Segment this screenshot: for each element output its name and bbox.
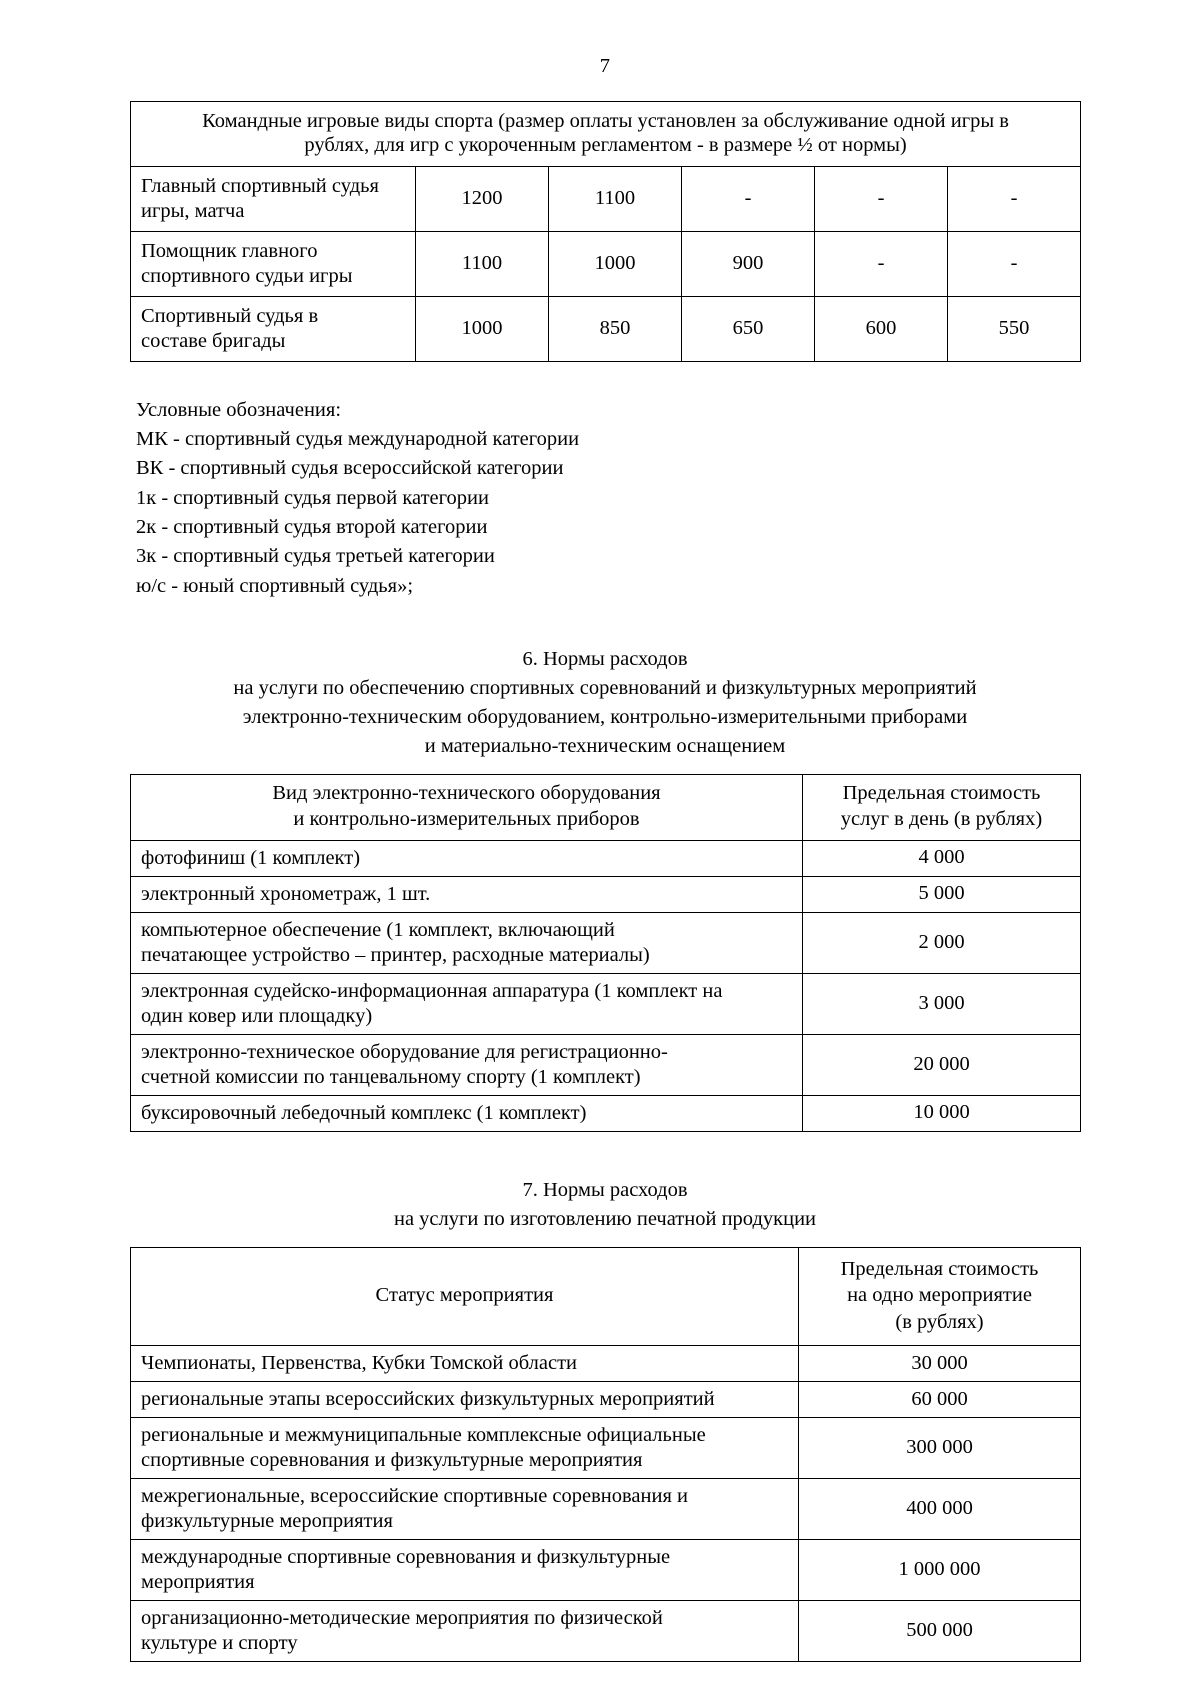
name-line-1: фотофиниш (1 комплект) [141, 846, 361, 869]
section-6-line-4: и материально-техническим оснащением [424, 735, 786, 758]
table-row [131, 1034, 1081, 1095]
fee-cell-3k: - [948, 166, 1081, 231]
legend-title: Условные обозначения: [136, 398, 342, 421]
legend-item-2k: 2к - спортивный судья второй категории [136, 515, 488, 538]
event-status-cell [131, 1345, 799, 1381]
table-header-row [131, 775, 1081, 840]
table-row [131, 1345, 1081, 1381]
table-team-sports-title [131, 101, 1081, 166]
role-line-1: Помощник главного [141, 239, 318, 262]
role-cell [131, 296, 416, 361]
header-line-2: на одно мероприятие [847, 1284, 1032, 1307]
table-equipment-head [131, 775, 1081, 840]
name-line-1: компьютерное обеспечение (1 комплект, включающий [141, 918, 615, 941]
fee-cell-1k: 900 [682, 231, 815, 296]
name-line-1: организационно-методические мероприятия по физической [141, 1606, 663, 1629]
event-price-cell: 500 000 [799, 1600, 1081, 1661]
column-header-equipment-type [131, 775, 803, 840]
header-line-1: Вид электронно-технического оборудования [272, 782, 661, 805]
column-header-max-price-per-day [803, 775, 1081, 840]
role-cell [131, 231, 416, 296]
name-line-1: региональные этапы всероссийских физкультурных мероприятий [141, 1387, 715, 1410]
section-7-line-1: 7. Нормы расходов [522, 1178, 688, 1201]
table-row-title [131, 101, 1081, 166]
equipment-name-cell [131, 1034, 803, 1095]
role-line-2: составе бригады [141, 329, 286, 352]
legend-item-vk: ВК - спортивный судья всероссийской категории [136, 457, 564, 480]
legend-item-yus: ю/с - юный спортивный судья»; [136, 574, 414, 597]
equipment-price-cell: 5 000 [803, 876, 1081, 912]
table-printing-body [131, 1345, 1081, 1661]
title-line-2: рублях, для игр с укороченным регламентом - в размере ½ от нормы) [304, 134, 907, 157]
table-row [131, 1600, 1081, 1661]
name-line-1: Чемпионаты, Первенства, Кубки Томской области [141, 1351, 578, 1374]
equipment-price-cell: 2 000 [803, 912, 1081, 973]
event-price-cell: 30 000 [799, 1345, 1081, 1381]
header-line-2: услуг в день (в рублях) [840, 807, 1043, 830]
equipment-name-cell [131, 876, 803, 912]
name-line-1: электронная судейско-информационная аппаратура (1 комплект на [141, 979, 723, 1002]
name-line-2: физкультурные мероприятия [141, 1509, 393, 1532]
page-number: 7 [599, 55, 611, 77]
event-status-cell [131, 1381, 799, 1417]
event-status-cell [131, 1478, 799, 1539]
legend-item-3k: 3к - спортивный судья третьей категории [136, 545, 495, 568]
event-price-cell: 300 000 [799, 1417, 1081, 1478]
fee-cell-2k: - [815, 231, 948, 296]
table-team-sports-body [131, 101, 1081, 361]
column-header-max-price-per-event [799, 1247, 1081, 1345]
title-line-1: Командные игровые виды спорта (размер оплаты установлен за обслуживание одной игры в [202, 109, 1009, 132]
equipment-price-cell: 3 000 [803, 973, 1081, 1034]
legend-block [136, 396, 1080, 601]
event-price-cell: 60 000 [799, 1381, 1081, 1417]
role-line-2: игры, матча [141, 199, 245, 222]
table-row [131, 912, 1081, 973]
fee-cell-3k: 550 [948, 296, 1081, 361]
header-line-3: (в рублях) [895, 1311, 984, 1334]
table-row [131, 1478, 1081, 1539]
section-6-line-3: электронно-техническим оборудованием, контрольно-измерительными приборами [242, 706, 968, 729]
header-line-1: Предельная стоимость [840, 1257, 1039, 1280]
fee-cell-1k: 650 [682, 296, 815, 361]
section-7-heading [130, 1176, 1080, 1234]
table-row [131, 1539, 1081, 1600]
section-6-line-2: на услуги по обеспечению спортивных соревнований и физкультурных мероприятий [233, 676, 977, 699]
event-status-cell [131, 1600, 799, 1661]
name-line-1: межрегиональные, всероссийские спортивные соревнования и [141, 1484, 688, 1507]
fee-cell-3k: - [948, 231, 1081, 296]
table-row [131, 1417, 1081, 1478]
table-row [131, 166, 1081, 231]
fee-cell-1k: - [682, 166, 815, 231]
header-line-2: и контрольно-измерительных приборов [293, 807, 640, 830]
name-line-2: спортивные соревнования и физкультурные мероприятия [141, 1448, 643, 1471]
name-line-1: электронно-техническое оборудование для регистрационно- [141, 1040, 668, 1063]
header-line-1: Предельная стоимость [842, 782, 1041, 805]
equipment-price-cell: 10 000 [803, 1095, 1081, 1131]
fee-cell-vk: 1100 [549, 166, 682, 231]
table-equipment-body [131, 840, 1081, 1131]
table-row [131, 1381, 1081, 1417]
name-line-1: электронный хронометраж, 1 шт. [141, 882, 431, 905]
event-price-cell: 1 000 000 [799, 1539, 1081, 1600]
table-electronic-equipment [130, 774, 1081, 1131]
table-header-row [131, 1247, 1081, 1345]
name-line-1: региональные и межмуниципальные комплексные официальные [141, 1423, 706, 1446]
fee-cell-mk: 1000 [416, 296, 549, 361]
fee-cell-vk: 1000 [549, 231, 682, 296]
fee-cell-mk: 1100 [416, 231, 549, 296]
table-row [131, 1095, 1081, 1131]
table-printing-head [131, 1247, 1081, 1345]
section-6-heading [130, 645, 1080, 761]
section-6-line-1: 6. Нормы расходов [522, 647, 688, 670]
name-line-2: счетной комиссии по танцевальному спорту (1 комплект) [141, 1065, 641, 1088]
legend-item-1k: 1к - спортивный судья первой категории [136, 486, 489, 509]
table-row [131, 231, 1081, 296]
table-row [131, 840, 1081, 876]
fee-cell-2k: 600 [815, 296, 948, 361]
name-line-2: культуре и спорту [141, 1631, 298, 1654]
event-price-cell: 400 000 [799, 1478, 1081, 1539]
name-line-1: международные спортивные соревнования и физкультурные [141, 1545, 671, 1568]
name-line-2: печатающее устройство – принтер, расходные материалы) [141, 943, 650, 966]
equipment-price-cell: 20 000 [803, 1034, 1081, 1095]
fee-cell-2k: - [815, 166, 948, 231]
role-line-2: спортивного судьи игры [141, 264, 353, 287]
equipment-name-cell [131, 973, 803, 1034]
equipment-price-cell: 4 000 [803, 840, 1081, 876]
equipment-name-cell [131, 1095, 803, 1131]
name-line-2: мероприятия [141, 1570, 255, 1593]
equipment-name-cell [131, 840, 803, 876]
role-line-1: Спортивный судья в [141, 304, 319, 327]
column-header-event-status: Статус мероприятия [131, 1247, 799, 1345]
table-row [131, 296, 1081, 361]
table-row [131, 973, 1081, 1034]
fee-cell-vk: 850 [549, 296, 682, 361]
event-status-cell [131, 1417, 799, 1478]
name-line-1: буксировочный лебедочный комплекс (1 комплект) [141, 1101, 587, 1124]
table-team-sports-fees [130, 101, 1081, 362]
role-cell [131, 166, 416, 231]
table-row [131, 876, 1081, 912]
fee-cell-mk: 1200 [416, 166, 549, 231]
equipment-name-cell [131, 912, 803, 973]
name-line-2: один ковер или площадку) [141, 1004, 373, 1027]
event-status-cell [131, 1539, 799, 1600]
role-line-1: Главный спортивный судья [141, 174, 379, 197]
table-printed-production [130, 1247, 1081, 1662]
legend-item-mk: МК - спортивный судья международной категории [136, 428, 580, 450]
section-7-line-2: на услуги по изготовлению печатной продукции [393, 1207, 817, 1230]
